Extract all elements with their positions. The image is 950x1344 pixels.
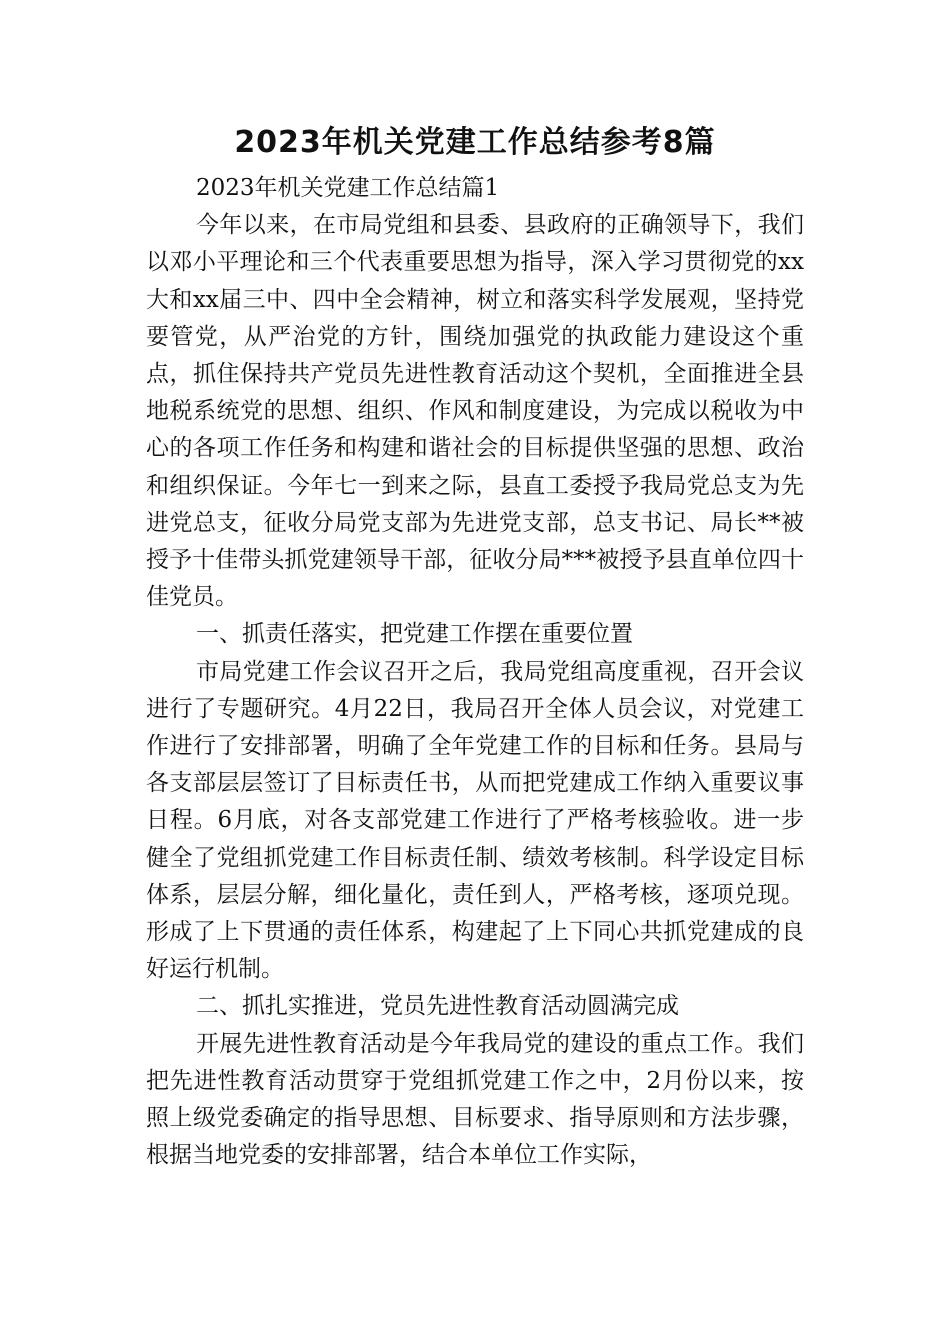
document-title: 2023年机关党建工作总结参考8篇 [234,125,716,160]
body-paragraph: 市局党建工作会议召开之后，我局党组高度重视，召开会议进行了专题研究。4月22日，我局召开全体人员会议，对党建工作进行了安排部署，明确了全年党建工作的目标和任务。县局与各支部层层签订了目标责任书，从而把党建成工作纳入重要议事日程。6月底，对各支部党建工作进行了严格考核验收。进一步健全了党组抓党建工作目标责任制、绩效考核制。科学设定目标体系，层层分解，细化量化，责任到人，严格考核，逐项兑现。形成了上下贯通的责任体系，构建起了上下同心共抓党建成的良好运行机制。 [146,658,804,983]
section-heading: 2023年机关党建工作总结篇1 [196,175,500,201]
body-paragraph: 今年以来，在市局党组和县委、县政府的正确领导下，我们以邓小平理论和三个代表重要思想为指导，深入学习贯彻党的xx大和xx届三中、四中全会精神，树立和落实科学发展观，坚持党要管党，从严治党的方针，围绕加强党的执政能力建设这个重点，抓住保持共产党员先进性教育活动这个契机，全面推进全县地税系统党的思想、组织、作风和制度建设，为完成以税收为中心的各项工作任务和构建和谐社会的目标提供坚强的思想、政治和组织保证。今年七一到来之际，县直工委授予我局党总支为先进党总支，征收分局党支部为先进党支部，总支书记、局长**被授予十佳带头抓党建领导干部，征收分局***被授予县直单位四十佳党员。 [146,212,804,611]
body-paragraph: 开展先进性教育活动是今年我局党的建设的重点工作。我们把先进性教育活动贯穿于党组抓党建工作之中，2月份以来，按照上级党委确定的指导思想、目标要求、指导原则和方法步骤，根据当地党委的安排部署，结合本单位工作实际， [146,1030,804,1169]
section-heading: 一、抓责任落实，把党建工作摆在重要位置 [196,621,633,648]
section-heading: 二、抓扎实推进，党员先进性教育活动圆满完成 [196,993,679,1020]
document-body [146,170,804,1174]
